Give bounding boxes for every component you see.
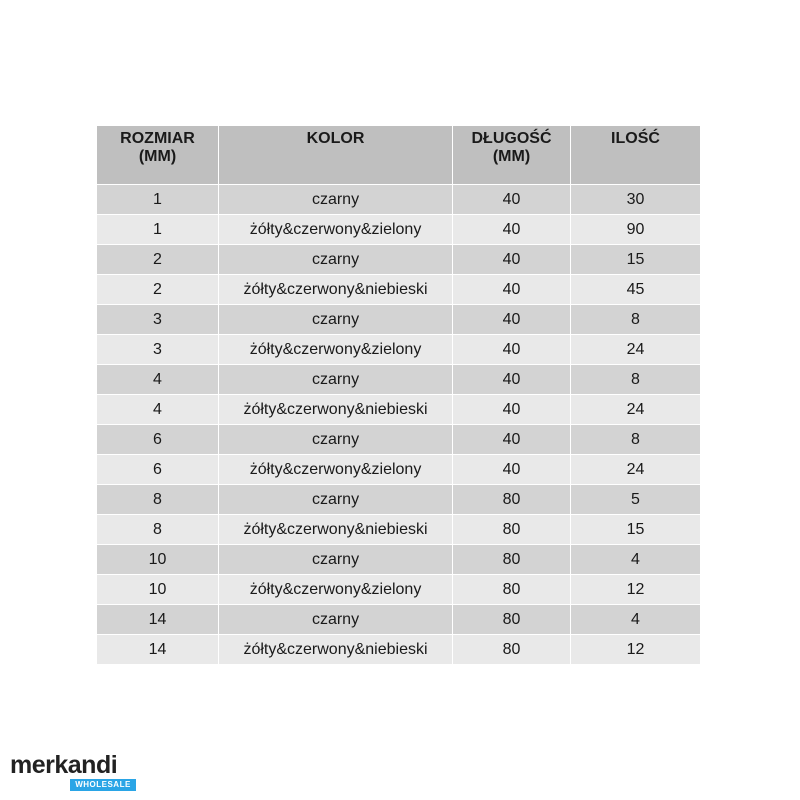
table-row xyxy=(97,485,701,515)
cell-size: 3 xyxy=(97,335,219,365)
header-color: KOLOR xyxy=(219,126,453,185)
cell-color: czarny xyxy=(219,485,453,515)
cell-size: 2 xyxy=(97,275,219,305)
cell-size: 3 xyxy=(97,305,219,335)
table-row xyxy=(97,335,701,365)
cell-quantity: 12 xyxy=(571,575,701,605)
cell-length: 40 xyxy=(453,455,571,485)
table-row xyxy=(97,365,701,395)
size-table xyxy=(96,125,701,665)
cell-size: 14 xyxy=(97,605,219,635)
table-row xyxy=(97,515,701,545)
table-row xyxy=(97,395,701,425)
cell-length: 40 xyxy=(453,395,571,425)
cell-length: 40 xyxy=(453,335,571,365)
logo-wordmark: merkandi xyxy=(10,751,118,779)
cell-color: żółty&czerwony&zielony xyxy=(219,455,453,485)
cell-quantity: 4 xyxy=(571,545,701,575)
cell-color: żółty&czerwony&zielony xyxy=(219,335,453,365)
merkandi-logo xyxy=(10,752,136,792)
header-length: DŁUGOŚĆ (MM) xyxy=(453,126,571,185)
cell-quantity: 12 xyxy=(571,635,701,665)
cell-quantity: 8 xyxy=(571,425,701,455)
cell-color: żółty&czerwony&niebieski xyxy=(219,275,453,305)
cell-length: 80 xyxy=(453,575,571,605)
cell-length: 40 xyxy=(453,215,571,245)
logo-badge: WHOLESALE xyxy=(70,779,136,791)
table-row xyxy=(97,215,701,245)
cell-color: żółty&czerwony&zielony xyxy=(219,575,453,605)
table-header-row xyxy=(97,126,701,185)
cell-size: 8 xyxy=(97,485,219,515)
header-quantity: ILOŚĆ xyxy=(571,126,701,185)
cell-quantity: 5 xyxy=(571,485,701,515)
table-row xyxy=(97,185,701,215)
table-row xyxy=(97,575,701,605)
cell-quantity: 8 xyxy=(571,305,701,335)
cell-color: czarny xyxy=(219,245,453,275)
cell-size: 14 xyxy=(97,635,219,665)
cell-quantity: 4 xyxy=(571,605,701,635)
cell-size: 2 xyxy=(97,245,219,275)
cell-quantity: 15 xyxy=(571,245,701,275)
cell-quantity: 15 xyxy=(571,515,701,545)
cell-color: czarny xyxy=(219,545,453,575)
cell-length: 80 xyxy=(453,605,571,635)
cell-color: żółty&czerwony&zielony xyxy=(219,215,453,245)
cell-size: 8 xyxy=(97,515,219,545)
cell-size: 1 xyxy=(97,215,219,245)
header-size: ROZMIAR (MM) xyxy=(97,126,219,185)
table-row xyxy=(97,455,701,485)
cell-color: żółty&czerwony&niebieski xyxy=(219,515,453,545)
cell-length: 80 xyxy=(453,635,571,665)
table-row xyxy=(97,275,701,305)
cell-length: 40 xyxy=(453,365,571,395)
cell-length: 40 xyxy=(453,305,571,335)
cell-length: 80 xyxy=(453,485,571,515)
cell-color: czarny xyxy=(219,185,453,215)
cell-length: 40 xyxy=(453,185,571,215)
cell-size: 4 xyxy=(97,395,219,425)
cell-quantity: 30 xyxy=(571,185,701,215)
cell-size: 10 xyxy=(97,545,219,575)
cell-size: 4 xyxy=(97,365,219,395)
cell-length: 40 xyxy=(453,275,571,305)
cell-color: czarny xyxy=(219,305,453,335)
cell-color: czarny xyxy=(219,425,453,455)
cell-color: czarny xyxy=(219,605,453,635)
cell-size: 10 xyxy=(97,575,219,605)
cell-quantity: 45 xyxy=(571,275,701,305)
cell-color: żółty&czerwony&niebieski xyxy=(219,635,453,665)
cell-quantity: 8 xyxy=(571,365,701,395)
table-row xyxy=(97,305,701,335)
table-row xyxy=(97,635,701,665)
cell-size: 1 xyxy=(97,185,219,215)
cell-size: 6 xyxy=(97,455,219,485)
cell-length: 80 xyxy=(453,545,571,575)
cell-color: czarny xyxy=(219,365,453,395)
cell-length: 40 xyxy=(453,425,571,455)
cell-quantity: 24 xyxy=(571,335,701,365)
cell-size: 6 xyxy=(97,425,219,455)
cell-quantity: 24 xyxy=(571,455,701,485)
cell-color: żółty&czerwony&niebieski xyxy=(219,395,453,425)
cell-quantity: 24 xyxy=(571,395,701,425)
table-row xyxy=(97,425,701,455)
table-row xyxy=(97,245,701,275)
table-row xyxy=(97,545,701,575)
cell-length: 40 xyxy=(453,245,571,275)
cell-quantity: 90 xyxy=(571,215,701,245)
table-row xyxy=(97,605,701,635)
cell-length: 80 xyxy=(453,515,571,545)
